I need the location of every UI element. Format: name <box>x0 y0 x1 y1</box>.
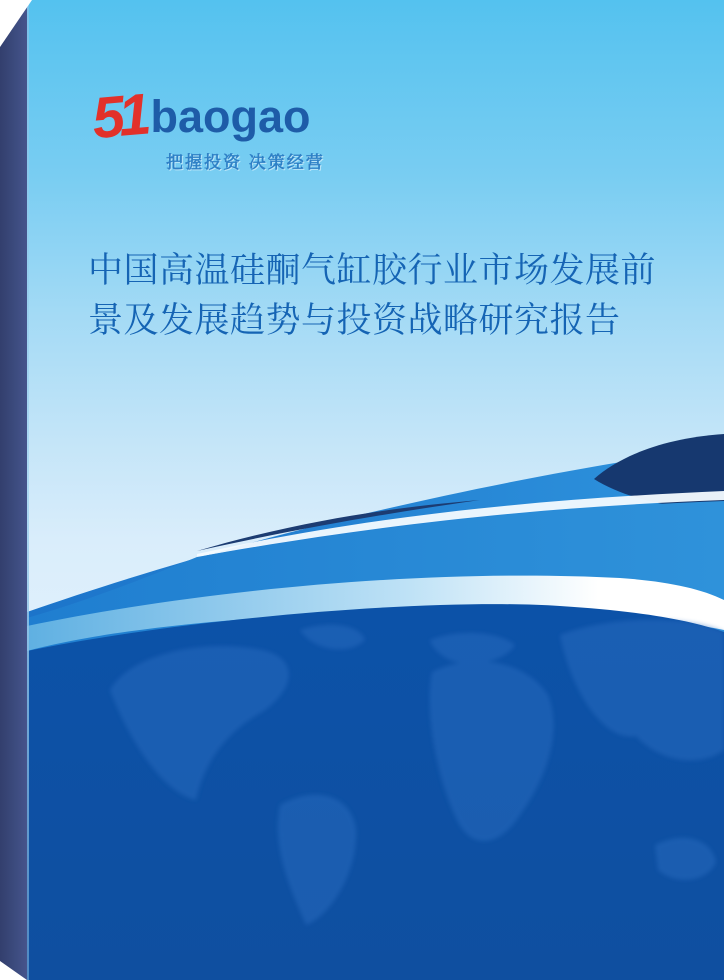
report-title <box>88 246 708 346</box>
logo-row <box>89 81 325 152</box>
book-spine <box>0 0 27 980</box>
logo-51-mark: 51 <box>89 81 148 152</box>
logo-tagline: 把握投资 决策经营 <box>166 153 325 172</box>
report-title-line1: 中国高温硅酮气缸胶行业市场发展前 <box>88 251 657 290</box>
logo-wordmark: baogao <box>150 91 311 142</box>
report-title-line2: 景及发展趋势与投资战略研究报告 <box>88 301 621 340</box>
spine-highlight-edge <box>27 0 29 980</box>
logo <box>89 81 325 173</box>
